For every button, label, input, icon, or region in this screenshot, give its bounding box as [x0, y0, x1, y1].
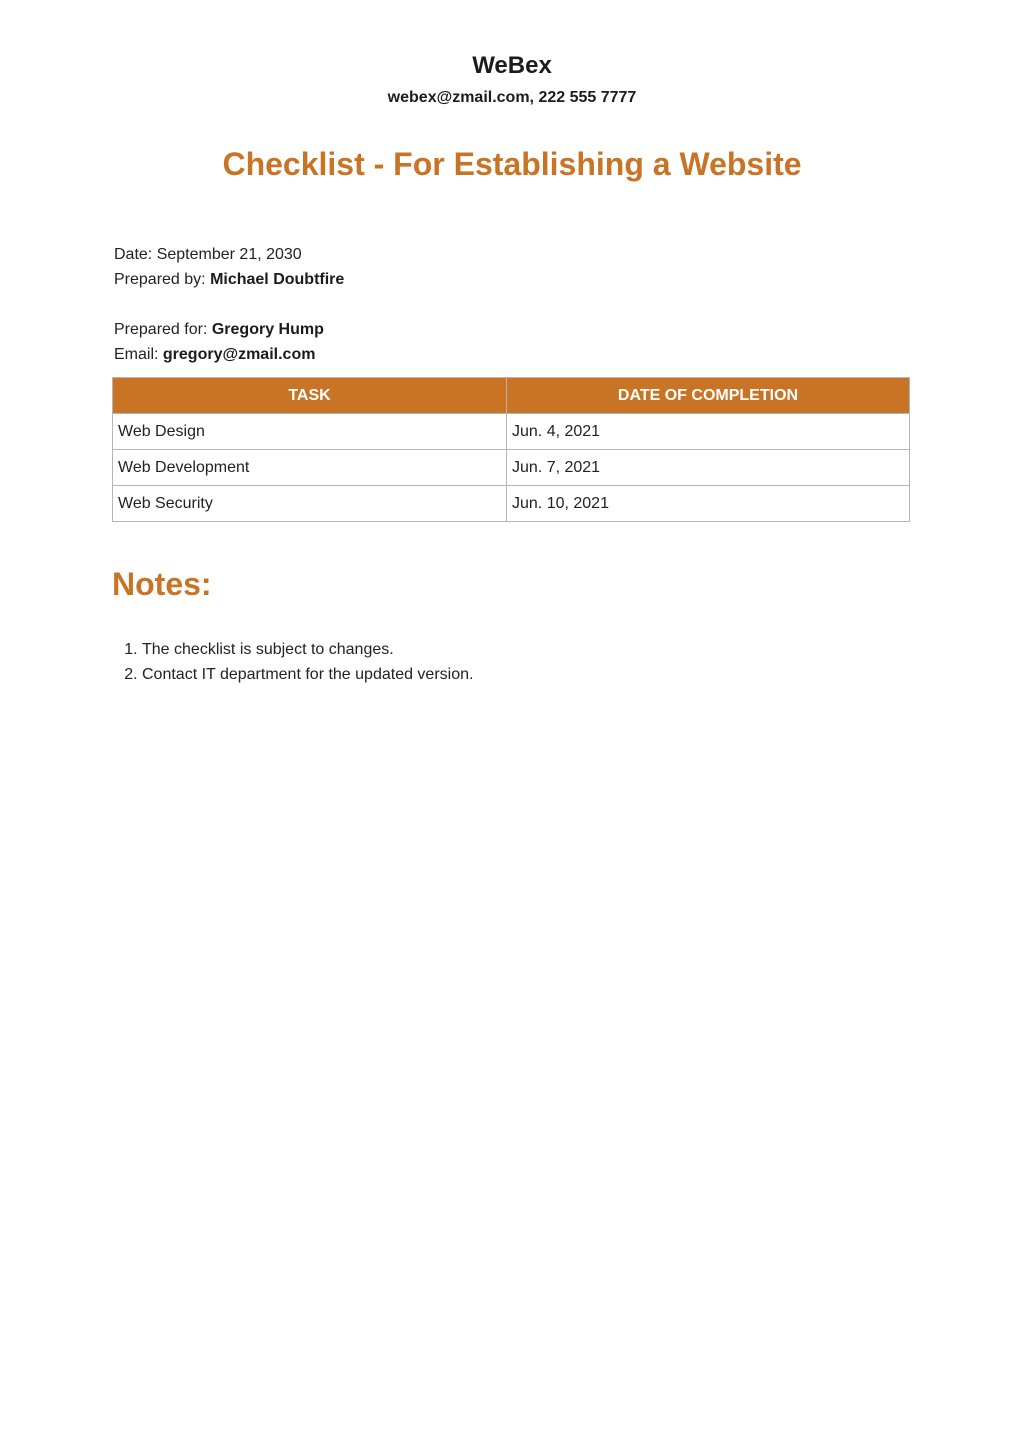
list-item: 2. Contact IT department for the updated version.: [142, 662, 473, 687]
email-row: [114, 342, 324, 367]
task-cell: Web Security: [113, 486, 507, 522]
notes-list: [0, 637, 473, 687]
date-label: Date:: [114, 246, 153, 263]
prepared-for-row: [114, 317, 324, 342]
email-label: Email:: [114, 346, 159, 363]
date-value: September 21, 2030: [156, 246, 302, 263]
list-item: 1. The checklist is subject to changes.: [142, 637, 473, 662]
table-row: [113, 414, 910, 450]
prepared-by-value: Michael Doubtfire: [210, 271, 345, 288]
prepared-by-label: Prepared by:: [114, 271, 206, 288]
date-cell: Jun. 10, 2021: [507, 486, 910, 522]
date-cell: Jun. 7, 2021: [507, 450, 910, 486]
column-header-task: TASK: [113, 378, 507, 414]
meta-block-prepared: [114, 242, 344, 292]
task-cell: Web Design: [113, 414, 507, 450]
table-header-row: [113, 378, 910, 414]
prepared-by-row: [114, 267, 344, 292]
notes-heading: Notes:: [112, 566, 212, 602]
task-table: [112, 377, 910, 522]
date-row: [114, 242, 344, 267]
date-cell: Jun. 4, 2021: [507, 414, 910, 450]
task-cell: Web Development: [113, 450, 507, 486]
email-value: gregory@zmail.com: [162, 346, 316, 363]
document-title: Checklist - For Establishing a Website: [222, 146, 802, 182]
column-header-date: DATE OF COMPLETION: [507, 378, 910, 414]
table-row: [113, 450, 910, 486]
table-row: [113, 486, 910, 522]
meta-block-recipient: [114, 317, 324, 367]
company-contact: webex@zmail.com, 222 555 7777: [387, 89, 637, 106]
prepared-for-value: Gregory Hump: [211, 321, 324, 338]
prepared-for-label: Prepared for:: [114, 321, 208, 338]
company-name: WeBex: [472, 52, 552, 79]
